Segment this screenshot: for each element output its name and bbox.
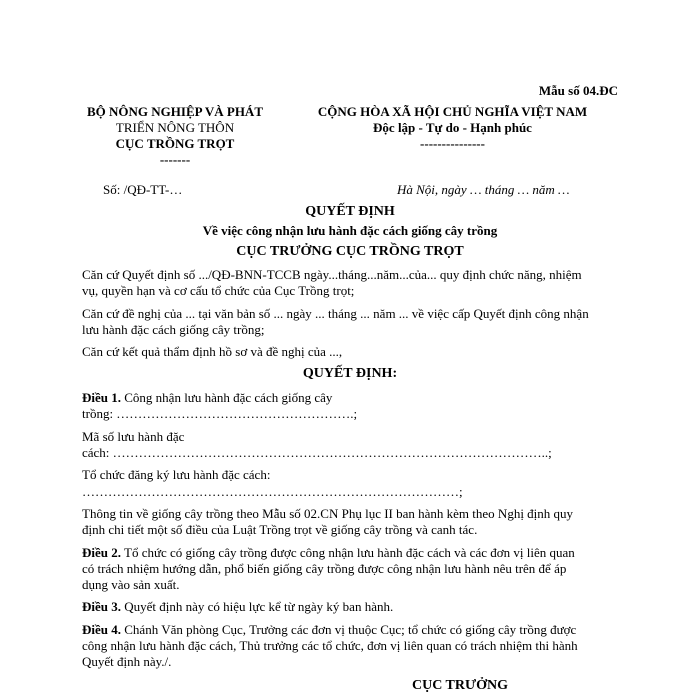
article-4-line3: Quyết định này./. xyxy=(82,654,172,669)
agency-name: CỤC TRỒNG TRỌT xyxy=(115,136,235,151)
signature-title: CỤC TRƯỞNG xyxy=(411,678,509,693)
article-4-label: Điều 4. xyxy=(82,622,121,637)
article-3-label: Điều 3. xyxy=(82,599,121,614)
article-4-line2: công nhận lưu hành đặc cách, Thủ trưởng các tổ chức, đơn vị liên quan có trách nhiệm thi hành xyxy=(82,638,578,653)
motto: Độc lập - Tự do - Hạnh phúc xyxy=(373,120,532,135)
code-label-line2: cách: ………………………………………………………………………………………..; xyxy=(82,445,552,460)
left-header xyxy=(75,104,275,168)
issuing-authority: CỤC TRƯỞNG CỤC TRỒNG TRỌT xyxy=(236,244,464,259)
preamble-2-line2: lưu hành đặc cách giống cây trồng; xyxy=(82,322,265,337)
variety-info-line1: Thông tin về giống cây trồng theo Mẫu số 02.CN Phụ lục II ban hành kèm theo Nghị định quy xyxy=(82,506,574,521)
article-2-text: Tổ chức có giống cây trồng được công nhận lưu hành đặc cách và các đơn vị liên quan xyxy=(121,545,575,560)
org-label-line2: ……………………………………………………………………………; xyxy=(82,484,463,499)
article-2-line2: có trách nhiệm hướng dẫn, phổ biến giống cây trồng được công nhận lưu hành nêu trên để áp xyxy=(82,561,567,576)
document-number: Số: /QĐ-TT-… xyxy=(103,182,183,197)
variety-info-line2: định chi tiết một số điều của Luật Trồng trọt về giống cây trồng và canh tác. xyxy=(82,522,478,537)
document-subtitle: Về việc công nhận lưu hành đặc cách giống cây trồng xyxy=(202,223,498,238)
article-4-line1 xyxy=(82,621,576,638)
preamble-2-line1: Căn cứ đề nghị của ... tại văn bản số ... ngày ... tháng ... năm ... về việc cấp Quyết định công nhận xyxy=(82,306,589,321)
org-label-line1: Tổ chức đăng ký lưu hành đặc cách: xyxy=(82,467,271,482)
article-1-label: Điều 1. xyxy=(82,390,121,405)
article-4-text: Chánh Văn phòng Cục, Trưởng các đơn vị thuộc Cục; tổ chức có giống cây trồng được xyxy=(121,622,577,637)
preamble-3: Căn cứ kết quả thẩm định hồ sơ và đề nghị của ..., xyxy=(82,344,343,359)
nation-name: CỘNG HÒA XÃ HỘI CHỦ NGHĨA VIỆT NAM xyxy=(317,104,588,119)
decision-heading: QUYẾT ĐỊNH: xyxy=(302,366,398,381)
article-2-line3: dụng vào sản xuất. xyxy=(82,577,180,592)
article-2-line1 xyxy=(82,544,575,561)
preamble-1-line2: vụ, quyền hạn và cơ cấu tổ chức của Cục Trồng trọt; xyxy=(82,283,355,298)
code-label-line1: Mã số lưu hành đặc xyxy=(82,429,185,444)
article-2-label: Điều 2. xyxy=(82,545,121,560)
article-1-line2: trồng: ……………………………………………….; xyxy=(82,406,358,421)
article-3-text: Quyết định này có hiệu lực kể từ ngày ký ban hành. xyxy=(121,599,394,614)
ministry-name-line1: BỘ NÔNG NGHIỆP VÀ PHÁT xyxy=(86,104,263,119)
left-divider: ------- xyxy=(159,152,191,167)
right-divider: --------------- xyxy=(420,136,485,151)
form-number: Mẫu số 04.ĐC xyxy=(538,83,618,98)
place-date: Hà Nội, ngày … tháng … năm … xyxy=(397,182,570,197)
article-1-line1 xyxy=(82,389,332,406)
article-1-text: Công nhận lưu hành đặc cách giống cây xyxy=(121,390,333,405)
right-header xyxy=(270,104,635,152)
article-3 xyxy=(82,598,393,615)
ministry-name-line2: TRIỂN NÔNG THÔN xyxy=(115,120,235,135)
preamble-1-line1: Căn cứ Quyết định số .../QĐ-BNN-TCCB ngày...tháng...năm...của... quy định chức năng, nhiệm xyxy=(82,267,582,282)
document-title: QUYẾT ĐỊNH xyxy=(305,204,395,219)
